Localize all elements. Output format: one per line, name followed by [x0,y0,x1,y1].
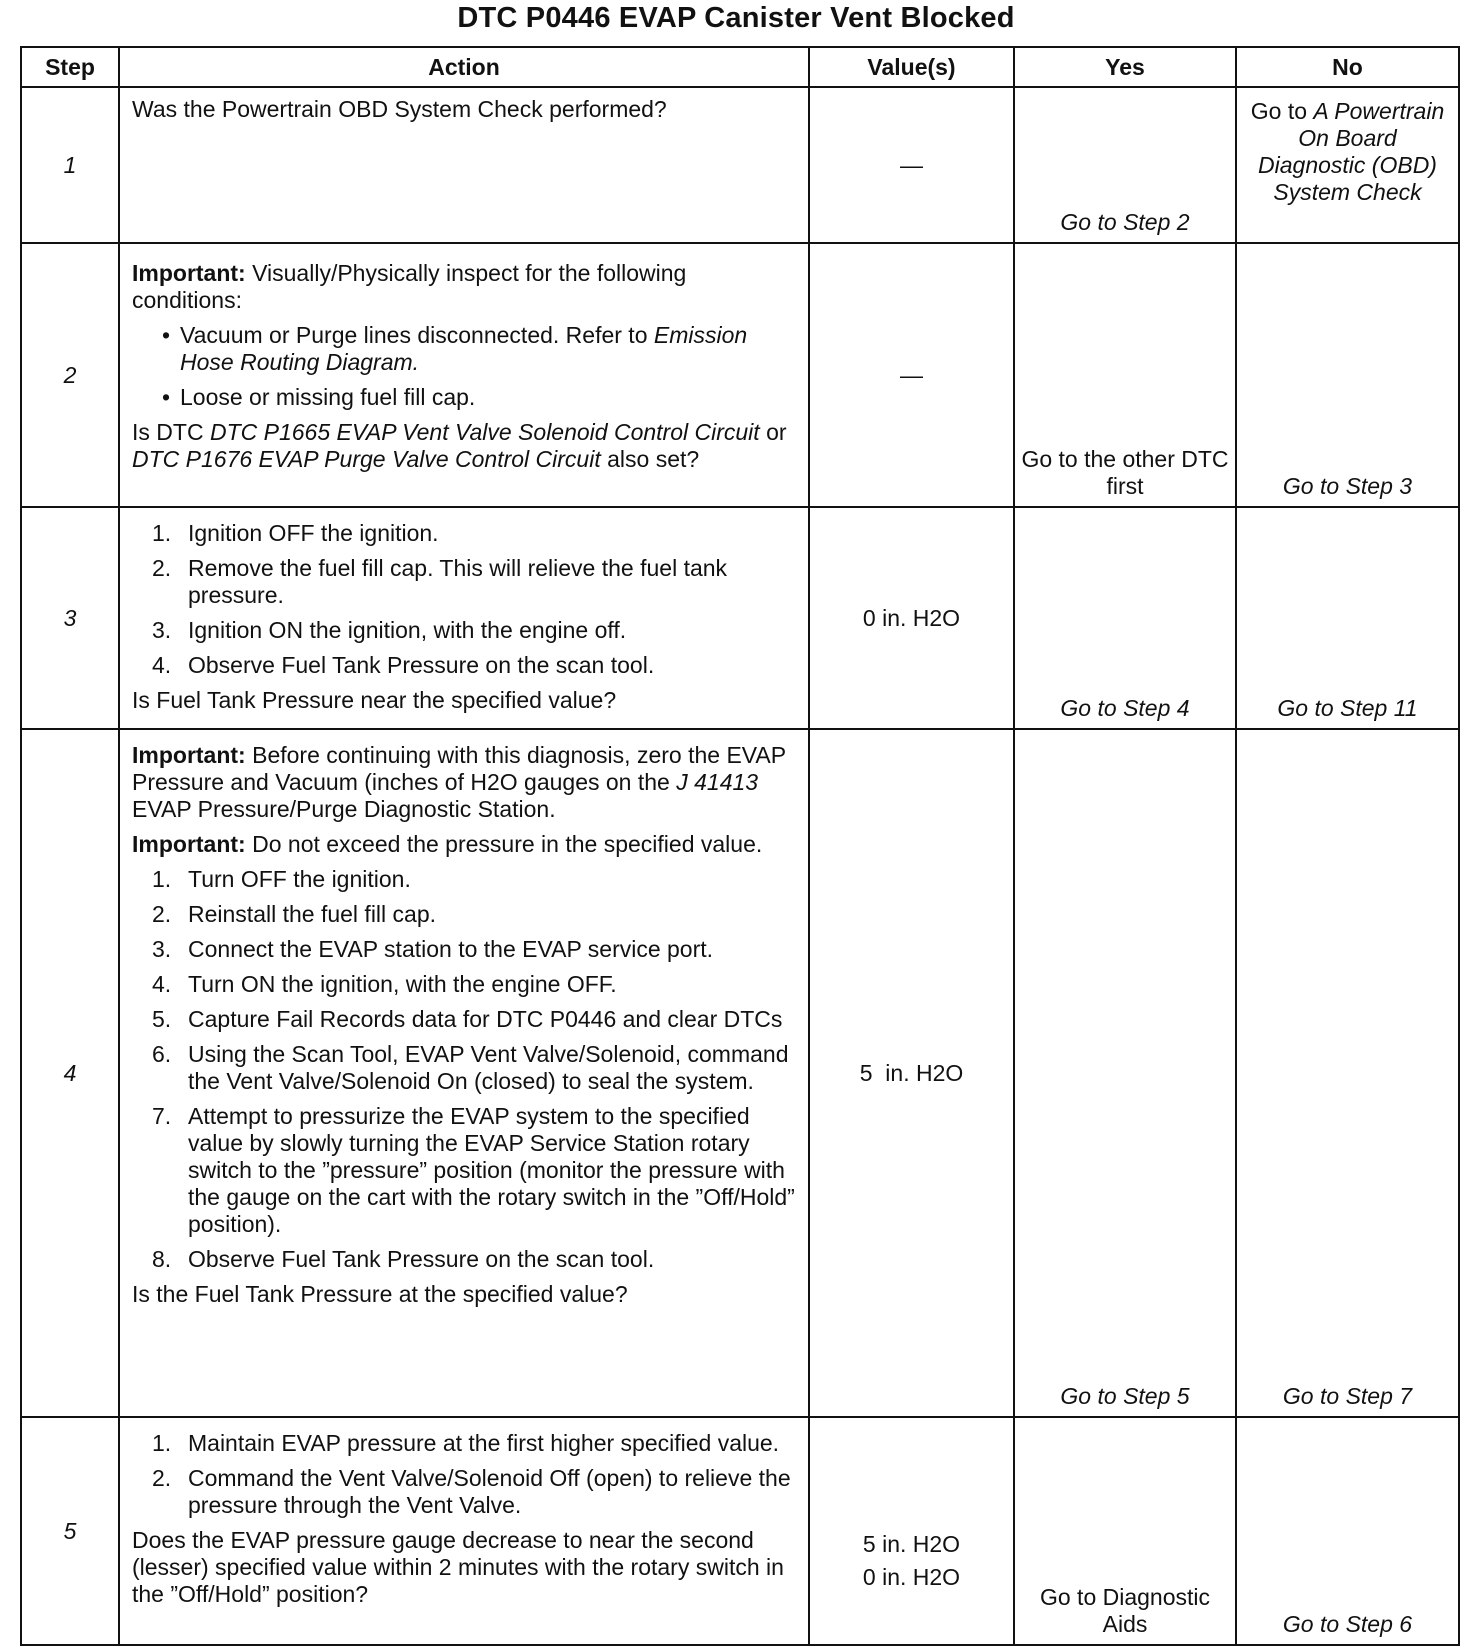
important-label: Important: [132,742,246,768]
table-row [21,1417,1459,1645]
no-cell: Go to Step 7 [1236,729,1459,1417]
action-question: Was the Powertrain OBD System Check performed? [132,96,667,122]
list-item: 4. Turn ON the ignition, with the engine OFF. [152,971,617,997]
important-note [132,831,798,858]
header-values: Value(s) [809,47,1014,87]
important-note [132,742,798,823]
question-text: or [759,419,787,445]
action-question: Does the EVAP pressure gauge decrease to near the second (lesser) specified value within 2 minutes with the rotary switch in the ”Off/Hold” position? [132,1527,784,1607]
step-number: 3 [21,507,119,729]
bullet-reference: Emission Hose Routing Diagram. [180,322,748,375]
list-item: 2. Remove the fuel fill cap. This will relieve the fuel tank pressure. [152,555,728,608]
value-cell: — [809,87,1014,243]
list-item: 2. Command the Vent Valve/Solenoid Off (open) to relieve the pressure through the Vent Valve. [152,1465,791,1518]
value-line: 5 in. H2O [862,1531,961,1557]
yes-cell: Go to Step 2 [1014,87,1236,243]
no-link: A Powertrain On Board Diagnostic (OBD) System Check [1258,98,1445,205]
important-note [132,260,798,314]
action-question [132,419,798,473]
important-text: Before continuing with this diagnosis, zero the EVAP Pressure and Vacuum (inches of H2O gauges on the [132,742,786,795]
question-text: also set? [600,446,700,472]
numbered-list [132,1430,798,1519]
list-item: 1. Turn OFF the ignition. [152,866,411,892]
important-label: Important: [132,831,246,857]
important-text: EVAP Pressure/Purge Diagnostic Station. [132,796,556,822]
value-cell: 0 in. H2O [809,507,1014,729]
list-item [180,322,798,376]
list-item: 1. Maintain EVAP pressure at the first higher specified value. [152,1430,780,1456]
action-question: Is the Fuel Tank Pressure at the specified value? [132,1281,628,1307]
header-yes: Yes [1014,47,1236,87]
action-question: Is Fuel Tank Pressure near the specified value? [132,687,617,713]
value-cell: — [809,243,1014,507]
list-item: 2. Reinstall the fuel fill cap. [152,901,437,927]
action-cell [119,729,809,1417]
numbered-list [132,866,798,1273]
numbered-list [132,520,798,679]
no-cell [1236,87,1459,243]
list-item: 5. Capture Fail Records data for DTC P0446 and clear DTCs [152,1006,783,1032]
list-item: 1. Ignition OFF the ignition. [152,520,439,546]
yes-cell: Go to Step 4 [1014,507,1236,729]
bullet-text: Vacuum or Purge lines disconnected. Refer to [180,322,654,348]
page-title: DTC P0446 EVAP Canister Vent Blocked [457,2,1015,34]
value-line: 0 in. H2O [862,1564,961,1590]
table-row [21,507,1459,729]
list-item: 7. Attempt to pressurize the EVAP system to the specified value by slowly turning the EVAP Service Station rotary switch to the ”pressure” position (monitor the pressure with the gauge on the cart with the rotary switch in the ”Off/Hold” position). [152,1103,795,1237]
header-step: Step [21,47,119,87]
value-cell [809,1417,1014,1645]
header-action: Action [119,47,809,87]
dtc-reference: DTC P1676 EVAP Purge Valve Control Circuit [132,446,601,472]
bullet-list [132,322,798,411]
important-label: Important: [132,260,246,286]
no-prefix: Go to [1250,98,1314,124]
action-cell [119,87,809,243]
important-text: Visually/Physically inspect for the following conditions: [132,260,687,313]
no-cell: Go to Step 6 [1236,1417,1459,1645]
step-number: 5 [21,1417,119,1645]
table-row [21,87,1459,243]
list-item: 6. Using the Scan Tool, EVAP Vent Valve/Solenoid, command the Vent Valve/Solenoid On (closed) to seal the system. [152,1041,789,1094]
important-text: Do not exceed the pressure in the specified value. [245,831,763,857]
yes-cell: Go to Step 5 [1014,729,1236,1417]
step-number: 4 [21,729,119,1417]
header-no: No [1236,47,1459,87]
list-item: • Loose or missing fuel fill cap. [180,384,798,411]
tool-reference: J 41413 [676,769,759,795]
action-cell [119,1417,809,1645]
step-number: 2 [21,243,119,507]
table-header-row [21,47,1459,87]
no-cell: Go to Step 11 [1236,507,1459,729]
list-item: 4. Observe Fuel Tank Pressure on the scan tool. [152,652,655,678]
yes-cell: Go to the other DTC first [1014,243,1236,507]
diagnostic-table [20,46,1460,1646]
list-item: 3. Ignition ON the ignition, with the engine off. [152,617,627,643]
value-cell: 5 in. H2O [809,729,1014,1417]
table-row [21,243,1459,507]
dtc-reference: DTC P1665 EVAP Vent Valve Solenoid Control Circuit [209,419,760,445]
list-item: 3. Connect the EVAP station to the EVAP service port. [152,936,714,962]
list-item: 8. Observe Fuel Tank Pressure on the scan tool. [152,1246,655,1272]
no-cell: Go to Step 3 [1236,243,1459,507]
question-text: Is DTC [132,419,210,445]
table-row [21,729,1459,1417]
action-cell [119,243,809,507]
action-cell [119,507,809,729]
step-number: 1 [21,87,119,243]
yes-cell: Go to Diagnostic Aids [1014,1417,1236,1645]
